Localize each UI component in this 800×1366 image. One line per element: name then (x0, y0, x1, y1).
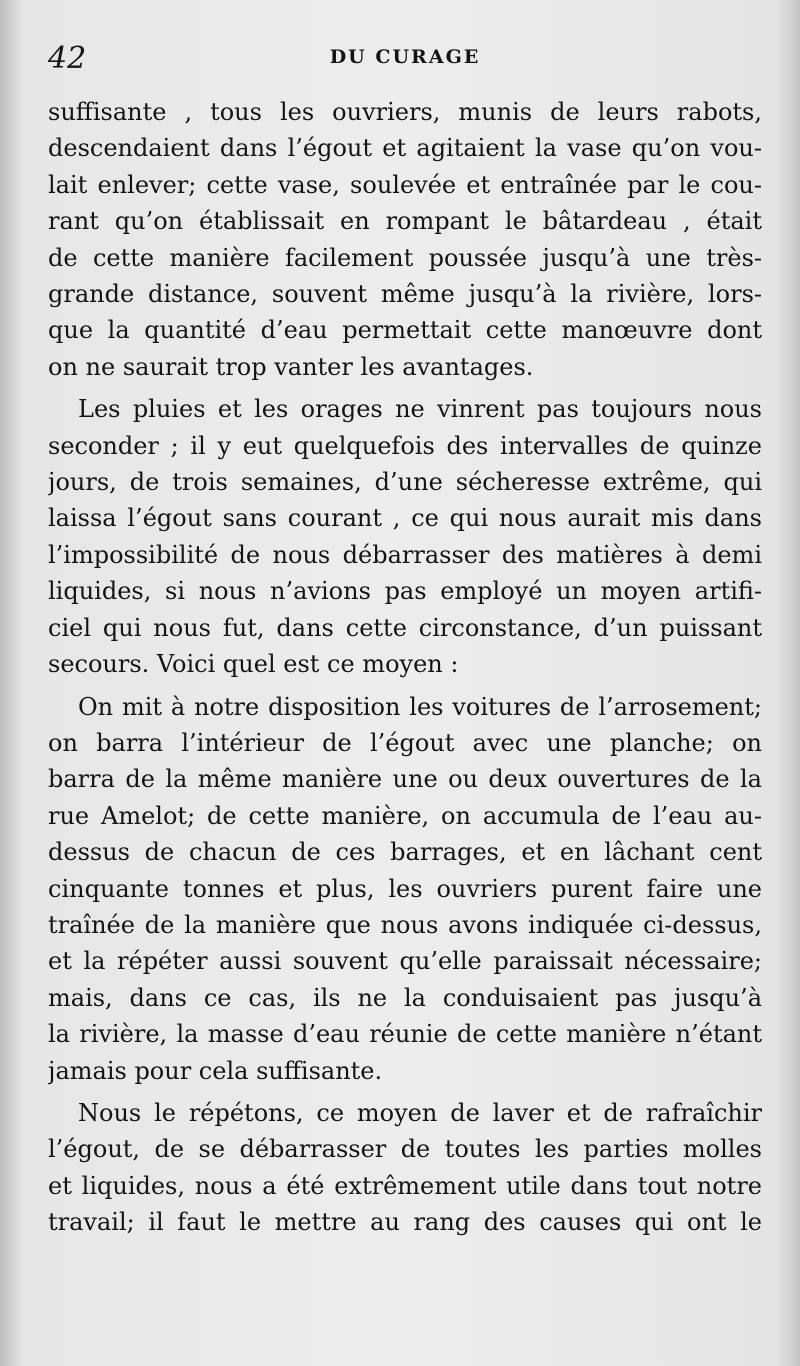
text-line: On mit à notre disposition les voitures de l’arrosement; (78, 692, 762, 721)
text-line: mais, dans ce cas, ils ne la conduisaient pas jusqu’à (48, 983, 762, 1012)
text-line: rant qu’on établissait en rompant le bâtardeau , était (48, 207, 762, 236)
text-line: barra de la même manière une ou deux ouvertures de la (48, 765, 762, 794)
text-line: jours, de trois semaines, d’une sécheresse extrême, qui (48, 468, 762, 497)
paragraph (48, 1095, 762, 1241)
page-number: 42 (48, 41, 87, 76)
text-line: grande distance, souvent même jusqu’à la rivière, lors- (48, 280, 762, 309)
text-line: et liquides, nous a été extrêmement utile dans tout notre (48, 1171, 762, 1200)
text-line: cinquante tonnes et plus, les ouvriers purent faire une (48, 874, 762, 903)
page-header (48, 41, 762, 90)
text-line: Nous le répétons, ce moyen de laver et de rafraîchir (78, 1098, 762, 1127)
text-line: et la répéter aussi souvent qu’elle paraissait nécessaire; (48, 947, 762, 976)
text-line: dessus de chacun de ces barrages, et en lâchant cent (48, 838, 762, 867)
paragraph (48, 689, 762, 1089)
text-line: jamais pour cela suffisante. (48, 1056, 383, 1085)
running-title: DU CURAGE (329, 46, 481, 68)
text-line: travail; il faut le mettre au rang des causes qui ont le (48, 1208, 762, 1237)
text-line: ciel qui nous fut, dans cette circonstance, d’un puissant (48, 613, 762, 642)
text-line: laissa l’égout sans courant , ce qui nous aurait mis dans (48, 504, 762, 533)
text-line: la rivière, la masse d’eau réunie de cette manière n’étant (48, 1020, 762, 1049)
paragraph (48, 94, 762, 385)
text-line: on ne saurait trop vanter les avantages. (48, 352, 534, 381)
text-line: suffisante , tous les ouvriers, munis de leurs rabots, (48, 98, 762, 126)
text-line: on barra l’intérieur de l’égout avec une planche; on (48, 728, 762, 757)
body-text (48, 94, 762, 1241)
text-line: que la quantité d’eau permettait cette manœuvre dont (48, 316, 762, 345)
text-line: liquides, si nous n’avions pas employé un moyen artifi- (48, 577, 762, 606)
text-line: Les pluies et les orages ne vinrent pas toujours nous (78, 395, 762, 424)
paragraph (48, 391, 762, 682)
text-line: descendaient dans l’égout et agitaient la vase qu’on vou- (48, 134, 762, 163)
text-line: traînée de la manière que nous avons indiquée ci-dessus, (48, 910, 762, 939)
text-line: lait enlever; cette vase, soulevée et entraînée par le cou- (48, 170, 762, 199)
text-line: de cette manière facilement poussée jusqu’à une très- (48, 243, 762, 272)
text-line: l’impossibilité de nous débarrasser des matières à demi (48, 540, 762, 569)
text-line: l’égout, de se débarrasser de toutes les parties molles (48, 1135, 762, 1164)
text-line: secours. Voici quel est ce moyen : (48, 650, 459, 679)
text-line: seconder ; il y eut quelquefois des intervalles de quinze (48, 431, 762, 460)
text-line: rue Amelot; de cette manière, on accumula de l’eau au- (48, 801, 762, 830)
